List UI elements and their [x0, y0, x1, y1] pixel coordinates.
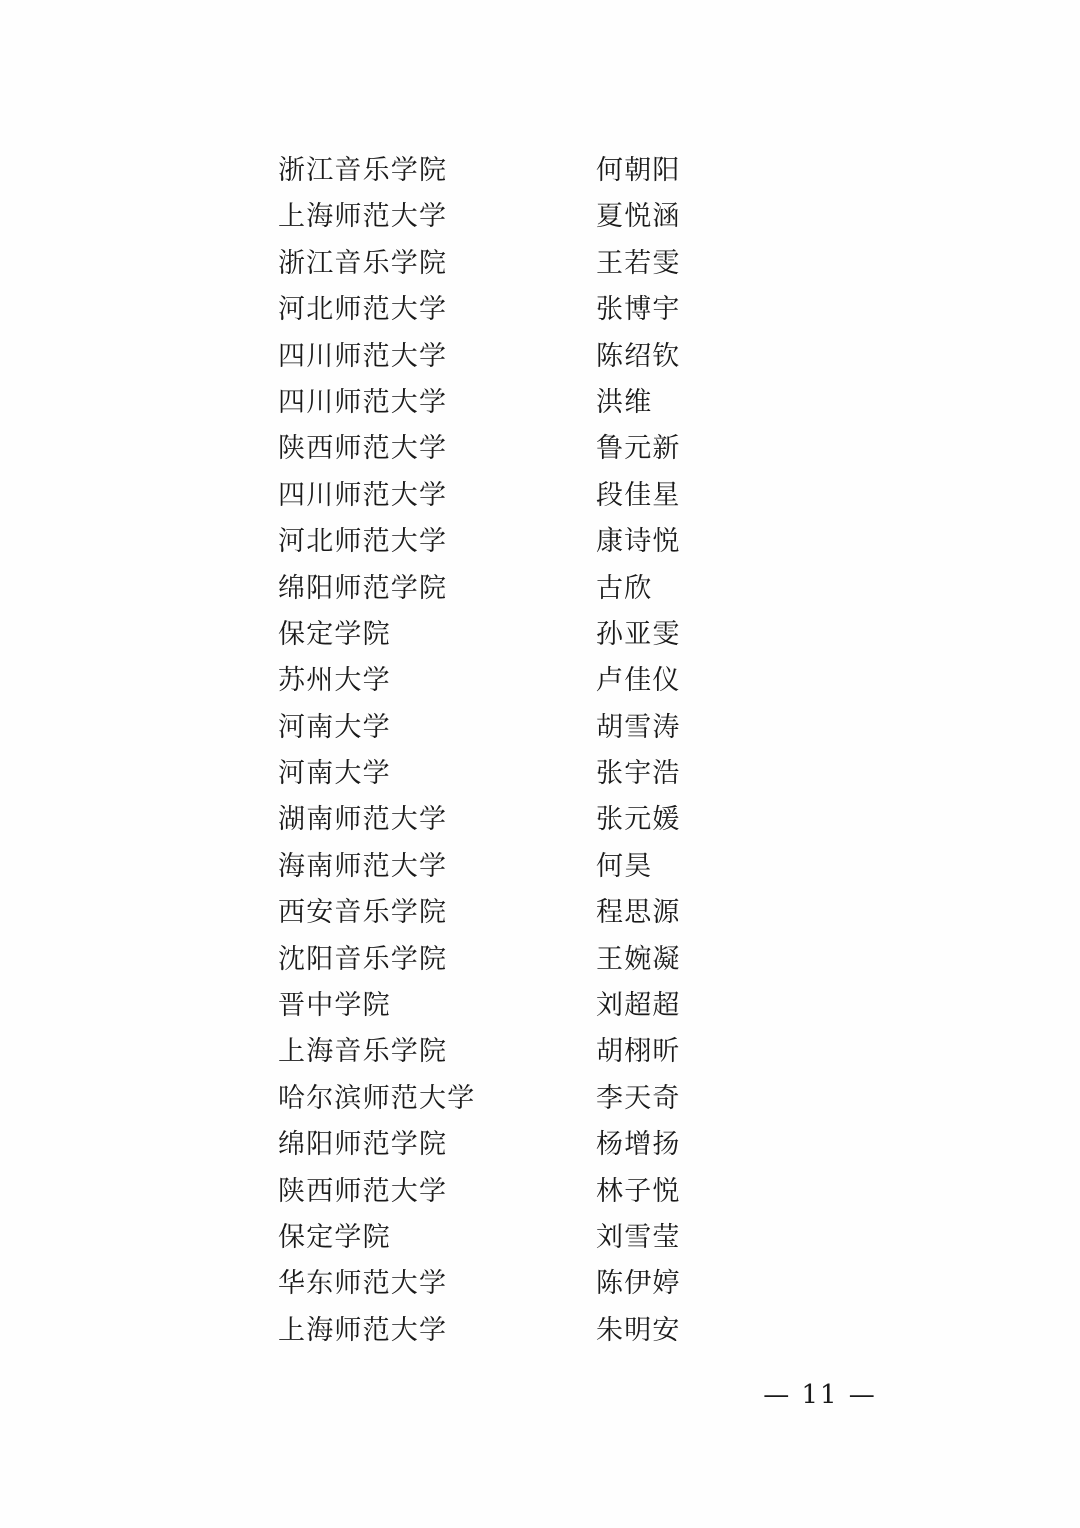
school-name: 绵阳师范学院 — [278, 572, 448, 604]
school-name: 保定学院 — [278, 618, 391, 650]
school-name: 上海师范大学 — [278, 1314, 448, 1346]
person-name: 王婉凝 — [596, 943, 681, 975]
school-name: 上海音乐学院 — [278, 1036, 448, 1068]
school-name: 浙江音乐学院 — [278, 247, 448, 279]
table-row — [278, 1076, 918, 1122]
person-name: 孙亚雯 — [596, 618, 681, 650]
person-name: 李天奇 — [596, 1082, 681, 1114]
table-row — [278, 797, 918, 843]
table-row — [278, 334, 918, 380]
school-name: 哈尔滨师范大学 — [278, 1082, 476, 1114]
person-name: 胡栩昕 — [596, 1036, 681, 1068]
person-name: 卢佳仪 — [596, 665, 681, 697]
school-name: 保定学院 — [278, 1221, 391, 1253]
school-name: 河南大学 — [278, 711, 391, 743]
page-number — [0, 1380, 1080, 1410]
roster-list — [278, 148, 918, 1354]
person-name: 杨增扬 — [596, 1129, 681, 1161]
table-row — [278, 148, 918, 194]
table-row — [278, 1215, 918, 1261]
school-name: 苏州大学 — [278, 665, 391, 697]
person-name: 洪维 — [596, 386, 653, 418]
person-name: 夏悦涵 — [596, 201, 681, 233]
person-name: 程思源 — [596, 897, 681, 929]
table-row — [278, 705, 918, 751]
table-row — [278, 1029, 918, 1075]
school-name: 陕西师范大学 — [278, 433, 448, 465]
person-name: 王若雯 — [596, 247, 681, 279]
person-name: 刘雪莹 — [596, 1221, 681, 1253]
person-name: 康诗悦 — [596, 526, 681, 558]
table-row — [278, 426, 918, 472]
school-name: 四川师范大学 — [278, 479, 448, 511]
person-name: 刘超超 — [596, 990, 681, 1022]
person-name: 段佳星 — [596, 479, 681, 511]
page-number-text: — 11 — — [763, 1380, 877, 1410]
school-name: 海南师范大学 — [278, 850, 448, 882]
person-name: 林子悦 — [596, 1175, 681, 1207]
school-name: 四川师范大学 — [278, 386, 448, 418]
table-row — [278, 937, 918, 983]
school-name: 华东师范大学 — [278, 1268, 448, 1300]
table-row — [278, 751, 918, 797]
table-row — [278, 844, 918, 890]
table-row — [278, 890, 918, 936]
table-row — [278, 566, 918, 612]
person-name: 陈伊婷 — [596, 1268, 681, 1300]
school-name: 西安音乐学院 — [278, 897, 448, 929]
person-name: 张元媛 — [596, 804, 681, 836]
school-name: 四川师范大学 — [278, 340, 448, 372]
person-name: 古欣 — [596, 572, 653, 604]
school-name: 绵阳师范学院 — [278, 1129, 448, 1161]
table-row — [278, 194, 918, 240]
school-name: 晋中学院 — [278, 990, 391, 1022]
person-name: 朱明安 — [596, 1314, 681, 1346]
table-row — [278, 983, 918, 1029]
table-row — [278, 519, 918, 565]
table-row — [278, 287, 918, 333]
school-name: 湖南师范大学 — [278, 804, 448, 836]
table-row — [278, 658, 918, 704]
school-name: 沈阳音乐学院 — [278, 943, 448, 975]
school-name: 上海师范大学 — [278, 201, 448, 233]
school-name: 浙江音乐学院 — [278, 155, 448, 186]
table-row — [278, 380, 918, 426]
person-name: 胡雪涛 — [596, 711, 681, 743]
person-name: 张宇浩 — [596, 758, 681, 790]
table-row — [278, 1261, 918, 1307]
table-row — [278, 1169, 918, 1215]
school-name: 河南大学 — [278, 758, 391, 790]
person-name: 陈绍钦 — [596, 340, 681, 372]
school-name: 陕西师范大学 — [278, 1175, 448, 1207]
table-row — [278, 1308, 918, 1354]
table-row — [278, 1122, 918, 1168]
table-row — [278, 241, 918, 287]
school-name: 河北师范大学 — [278, 294, 448, 326]
person-name: 鲁元新 — [596, 433, 681, 465]
person-name: 何朝阳 — [596, 155, 681, 186]
person-name: 张博宇 — [596, 294, 681, 326]
school-name: 河北师范大学 — [278, 526, 448, 558]
table-row — [278, 612, 918, 658]
person-name: 何昊 — [596, 850, 653, 882]
table-row — [278, 473, 918, 519]
